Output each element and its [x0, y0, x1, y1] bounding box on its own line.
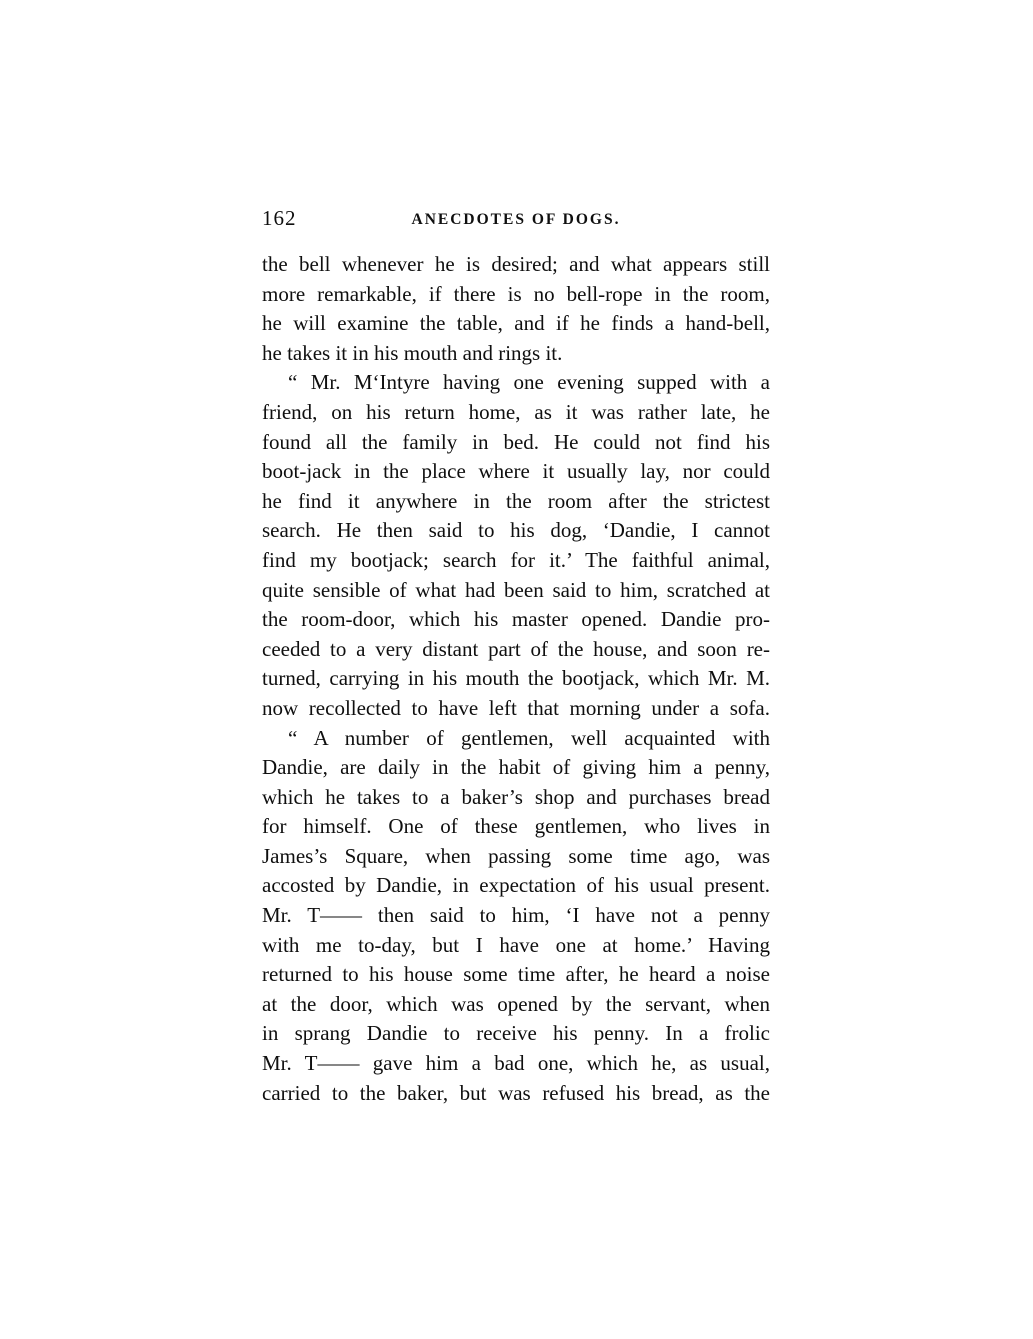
- text-line: found all the family in bed. He could not find his: [262, 429, 770, 454]
- text-line: boot-jack in the place where it usually lay, nor could: [262, 459, 770, 484]
- text-line: quite sensible of what had been said to him, scratched at: [262, 577, 770, 602]
- text-line: find my bootjack; search for it.’ The faithful animal,: [262, 547, 770, 572]
- text-line: James’s Square, when passing some time ago, was: [262, 843, 770, 868]
- text-line: Dandie, are daily in the habit of giving him a penny,: [262, 755, 770, 780]
- page-text: [262, 250, 770, 1108]
- text-line: the room-door, which his master opened. Dandie pro-: [262, 607, 770, 632]
- text-line: ceeded to a very distant part of the house, and soon re-: [262, 636, 770, 661]
- text-line: carried to the baker, but was refused his bread, as the: [262, 1080, 770, 1105]
- page-header: [262, 206, 770, 236]
- text-line: turned, carrying in his mouth the bootjack, which Mr. M.: [262, 666, 770, 691]
- text-line: “ Mr. M‘Intyre having one evening supped with a: [288, 370, 770, 395]
- paragraph: [262, 368, 770, 723]
- paragraph: [262, 724, 770, 1109]
- text-line: now recollected to have left that morning under a sofa.: [262, 695, 770, 720]
- text-line: search. He then said to his dog, ‘Dandie, I cannot: [262, 518, 770, 543]
- text-line: Mr. T—— then said to him, ‘I have not a penny: [262, 903, 770, 928]
- text-line: accosted by Dandie, in expectation of his usual present.: [262, 873, 770, 898]
- text-line: he will examine the table, and if he finds a hand-bell,: [262, 311, 770, 336]
- paragraph: [262, 250, 770, 368]
- text-line: he takes it in his mouth and rings it.: [262, 340, 563, 365]
- text-line: in sprang Dandie to receive his penny. In a frolic: [262, 1021, 770, 1046]
- text-line: for himself. One of these gentlemen, who lives in: [262, 814, 770, 839]
- text-line: at the door, which was opened by the servant, when: [262, 991, 770, 1016]
- text-line: which he takes to a baker’s shop and purchases bread: [262, 784, 770, 809]
- text-line: with me to-day, but I have one at home.’ Having: [262, 932, 770, 957]
- text-line: “ A number of gentlemen, well acquainted with: [288, 725, 770, 750]
- text-line: friend, on his return home, as it was rather late, he: [262, 399, 770, 424]
- running-title: ANECDOTES OF DOGS.: [411, 211, 621, 228]
- text-line: the bell whenever he is desired; and what appears still: [262, 252, 770, 276]
- text-line: he find it anywhere in the room after the strictest: [262, 488, 770, 513]
- text-line: more remarkable, if there is no bell-rope in the room,: [262, 281, 770, 306]
- text-line: returned to his house some time after, he heard a noise: [262, 962, 770, 987]
- page-number: 162: [262, 206, 297, 230]
- text-line: Mr. T—— gave him a bad one, which he, as usual,: [262, 1051, 770, 1076]
